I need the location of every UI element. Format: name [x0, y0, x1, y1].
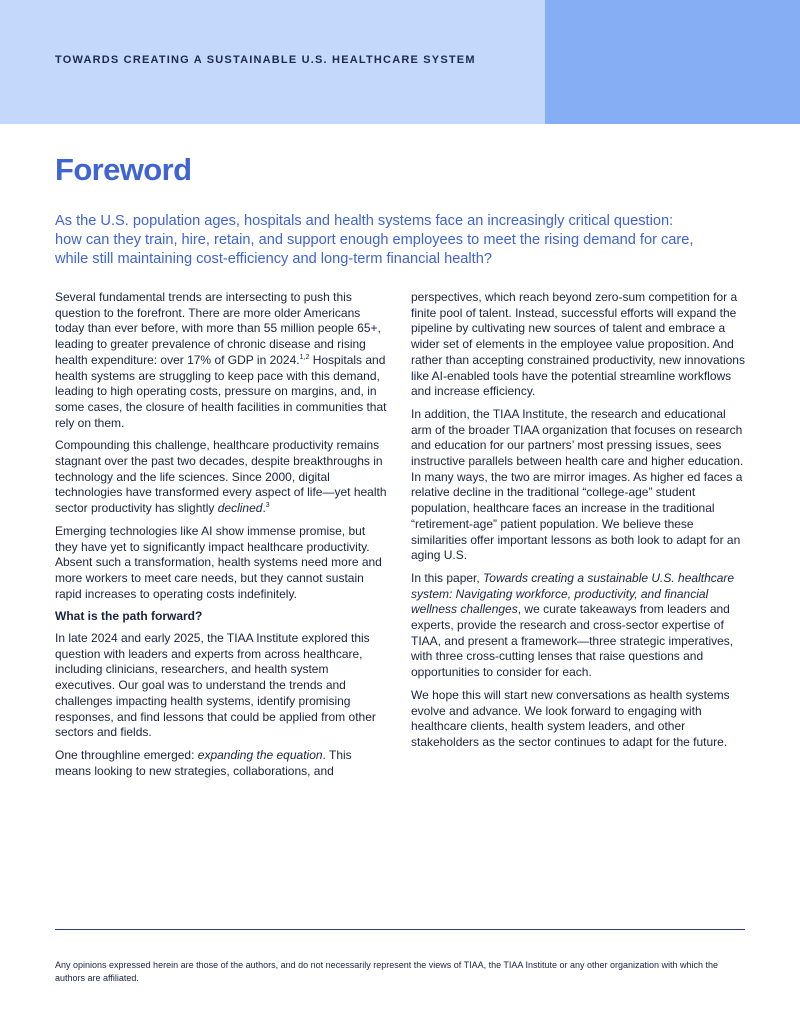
left-column	[55, 290, 391, 786]
paragraph-tiaa-institute: In addition, the TIAA Institute, the research and educational arm of the broader TIAA organization that focuses on research and education for our partners’ most pressing issues, sees instructive parallels between health care and higher education. In many ways, the two are mirror images. As higher ed faces a relative decline in the traditional “college-age” student population, healthcare faces an increase in the traditional “retirement-age” patient population. We believe these similarities offer important lessons as both look to adapt for an aging U.S.	[411, 406, 744, 563]
paragraph-this-paper	[411, 571, 747, 681]
footer-disclaimer: Any opinions expressed herein are those of the authors, and do not necessarily represent the views of TIAA, the TIAA Institute or any other organization with which the authors are affiliated.	[55, 960, 719, 983]
paragraph-productivity-text: Compounding this challenge, healthcare productivity remains stagnant over the past two decades, despite breakthroughs in technology and the life sciences. Since 2000, digital technologies have transformed every aspect of life—yet health sector productivity has slightly	[55, 438, 387, 516]
paragraph-trends	[55, 290, 391, 431]
paragraph-throughline-end: . This means looking to new strategies, collaborations, and	[55, 747, 352, 778]
footnote-ref-1-2: 1,2	[299, 353, 310, 361]
paragraph-productivity	[55, 438, 391, 517]
paragraph-closing: We hope this will start new conversations as health systems evolve and advance. We look forward to engaging with healthcare clients, health system leaders, and other stakeholders as the sector continues to adapt for the future.	[411, 687, 730, 749]
running-head: TOWARDS CREATING A SUSTAINABLE U.S. HEALTHCARE SYSTEM	[55, 54, 476, 66]
paragraph-ai: Emerging technologies like AI show immense promise, but they have yet to significantly impact healthcare productivity. Absent such a transformation, health systems need more and more workers to meet care needs, but they cannot sustain rapid increases to operating costs indefinitely.	[55, 523, 382, 601]
lead-paragraph: As the U.S. population ages, hospitals and health systems face an increasingly critical question: how can they train, hire, retain, and support enough employees to meet the rising demand for care, while still maintaining cost-efficiency and long-term financial health?	[55, 213, 694, 267]
paragraph-throughline-start: One throughline emerged:	[55, 747, 198, 762]
paragraph-perspectives: perspectives, which reach beyond zero-sum competition for a finite pool of talent. Instead, successful efforts will expand the pipeline by cultivating new sources of talent and embrace a wider set of elements in the employee value proposition. And rather than accepting constrained productivity, new innovations like AI-enabled tools have the potential streamline workflows and increase efficiency.	[411, 290, 745, 399]
right-column	[411, 290, 747, 758]
paragraph-trends-continued: Hospitals and health systems are struggling to keep pace with this demand, leading to high operating costs, pressure on margins, and, in some cases, the closure of health facilities in communities that rely on them.	[55, 352, 387, 430]
emphasis-declined: declined	[217, 501, 263, 516]
paragraph-this-paper-end: , we curate takeaways from leaders and experts, provide the research and cross-sector expertise of TIAA, and present a framework—three strategic imperatives, with three cross-cutting lenses that raise questions and opportunities to consider for each.	[411, 602, 734, 680]
section-heading-path-forward: What is the path forward?	[55, 609, 203, 624]
paragraph-tiaa-exploration: In late 2024 and early 2025, the TIAA Institute explored this question with leaders and experts from across healthcare, including clinicians, researchers, and health system executives. Our goal was to understand the trends and challenges impacting health systems, identify promising responses, and find lessons that could be applied from other sectors and fields.	[55, 631, 376, 740]
paragraph-this-paper-start: In this paper,	[411, 570, 484, 585]
emphasis-paper-title: Towards creating a sustainable U.S. healthcare system: Navigating workforce, productivity, and financial wellness challenges	[411, 570, 735, 617]
paragraph-productivity-period: .	[262, 501, 266, 516]
paragraph-throughline	[55, 748, 391, 779]
page-title: Foreword	[55, 152, 192, 187]
paragraph-trends-text: Several fundamental trends are intersecting to push this question to the forefront. There are more older Americans today than ever before, with more than 55 million people 65+, leading to greater prevalence of chronic disease and rising health expenditure: over 17% of GDP in 2024.	[55, 290, 381, 367]
emphasis-expanding-equation: expanding the equation	[197, 747, 323, 762]
footnote-ref-3: 3	[265, 502, 270, 510]
footer-divider	[55, 929, 745, 930]
header-accent-block	[545, 0, 800, 124]
